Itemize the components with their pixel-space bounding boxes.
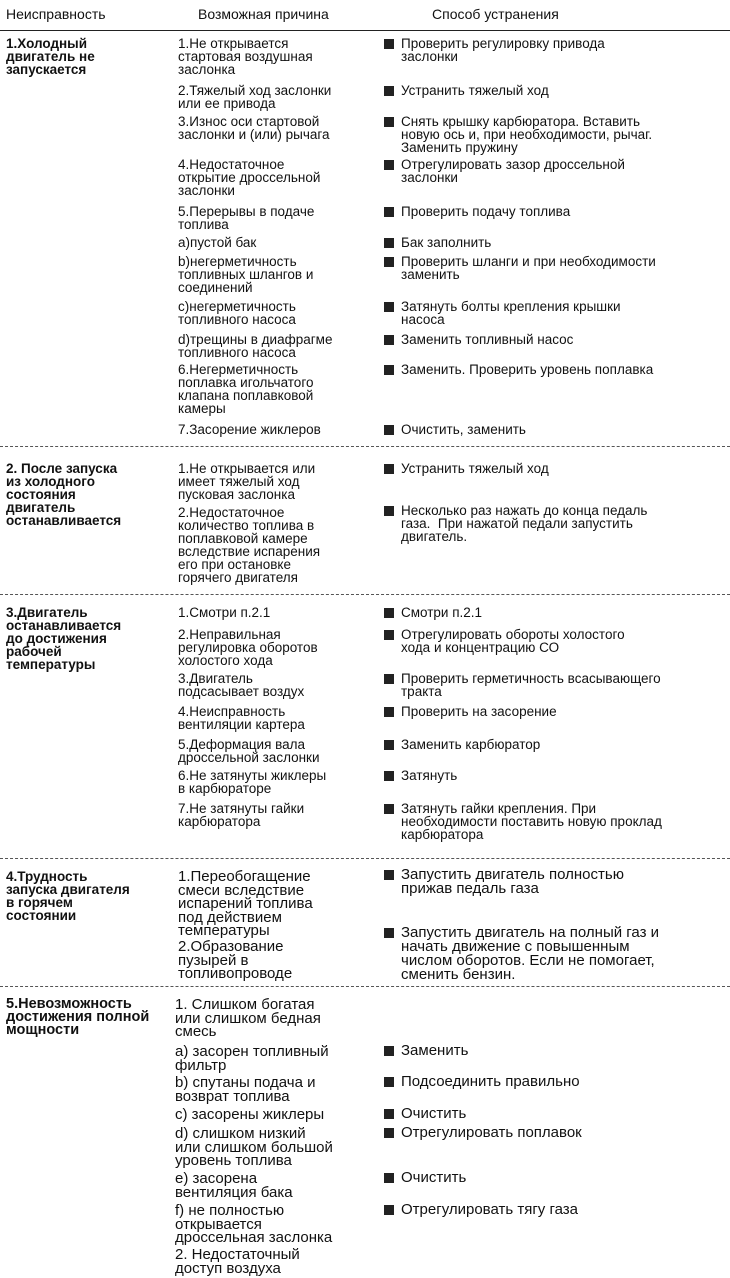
cause-3-1: 1.Смотри п.2.1 [178, 605, 271, 620]
cause-1-1: 1.Не открывается стартовая воздушная заслонка [178, 36, 313, 77]
fix-5-5: Отрегулировать поплавок [401, 1124, 582, 1141]
bullet-icon [384, 1128, 394, 1138]
cause-5-2: a) засорен топливный фильтр [175, 1043, 329, 1074]
bullet-icon [384, 257, 394, 267]
fix-1-5: Проверить подачу топлива [401, 204, 571, 219]
cause-1-2: 2.Тяжелый ход заслонки или ее привода [178, 83, 332, 111]
fault-2: 2. После запуска из холодного состояния двигатель останавливается [6, 461, 122, 528]
bullet-icon [384, 506, 394, 516]
section-divider [0, 858, 730, 859]
cause-1-3: 3.Износ оси стартовой заслонки и (или) рычага [178, 114, 330, 142]
fix-4-1: Запустить двигатель полностью прижав педаль газа [401, 866, 624, 897]
fix-3-1: Смотри п.2.1 [401, 605, 483, 620]
bullet-icon [384, 425, 394, 435]
section-divider [0, 446, 730, 447]
fix-1-1: Проверить регулировку привода заслонки [401, 36, 605, 64]
fix-1-9: Заменить топливный насос [401, 332, 574, 347]
fix-1-11: Очистить, заменить [401, 422, 526, 437]
fix-1-7: Проверить шланги и при необходимости заменить [401, 254, 656, 282]
cause-3-7: 7.Не затянуты гайки карбюратора [178, 801, 305, 829]
bullet-icon [384, 335, 394, 345]
cause-5-4: c) засорены жиклеры [175, 1106, 325, 1123]
fix-3-3: Проверить герметичность всасывающего тракта [401, 671, 661, 699]
section-divider [0, 986, 730, 987]
cause-3-2: 2.Неправильная регулировка оборотов холостого хода [178, 627, 318, 668]
bullet-icon [384, 740, 394, 750]
header-cause: Возможная причина [198, 6, 329, 22]
cause-4-1: 1.Переобогащение смеси вследствие испарений топлива под действием температуры [178, 868, 313, 939]
bullet-icon [384, 674, 394, 684]
bullet-icon [384, 870, 394, 880]
fix-3-2: Отрегулировать обороты холостого хода и концентрацию СО [401, 627, 625, 655]
bullet-icon [384, 160, 394, 170]
bullet-icon [384, 86, 394, 96]
fix-5-3: Подсоединить правильно [401, 1073, 580, 1090]
fault-3: 3.Двигатель останавливается до достижения рабочей температуры [6, 605, 122, 672]
fix-5-2: Заменить [401, 1042, 469, 1059]
bullet-icon [384, 117, 394, 127]
cause-1-7: b)негерметичность топливных шлангов и соединений [178, 254, 314, 295]
fix-1-6: Бак заполнить [401, 235, 492, 250]
cause-2-2: 2.Недостаточное количество топлива в поплавковой камере вследствие испарения его при остановке горячего двигателя [178, 505, 321, 585]
fix-1-2: Устранить тяжелый ход [401, 83, 549, 98]
cause-3-6: 6.Не затянуты жиклеры в карбюраторе [178, 768, 327, 796]
fix-3-7: Затянуть гайки крепления. При необходимости поставить новую проклад карбюратора [401, 801, 662, 842]
header-fault: Неисправность [6, 6, 106, 22]
fault-1: 1.Холодный двигатель не запускается [6, 36, 95, 77]
bullet-icon [384, 365, 394, 375]
cause-1-6: a)пустой бак [178, 235, 257, 250]
fix-3-6: Затянуть [401, 768, 458, 783]
bullet-icon [384, 207, 394, 217]
fault-5: 5.Невозможность достижения полной мощности [6, 996, 150, 1038]
cause-5-1: 1. Слишком богатая или слишком бедная смесь [175, 996, 321, 1040]
header-fix: Способ устранения [432, 6, 559, 22]
bullet-icon [384, 238, 394, 248]
fix-1-8: Затянуть болты крепления крышки насоса [401, 299, 621, 327]
bullet-icon [384, 771, 394, 781]
cause-2-1: 1.Не открывается или имеет тяжелый ход пусковая заслонка [178, 461, 316, 502]
bullet-icon [384, 1046, 394, 1056]
bullet-icon [384, 302, 394, 312]
cause-3-4: 4.Неисправность вентиляции картера [178, 704, 305, 732]
cause-1-10: 6.Негерметичность поплавка игольчатого клапана поплавковой камеры [178, 362, 314, 416]
fix-4-2: Запустить двигатель на полный газ и начать движение с повышенным числом оборотов. Если не помогает, сменить бензин. [401, 924, 660, 983]
cause-3-3: 3.Двигатель подсасывает воздух [178, 671, 305, 699]
bullet-icon [384, 1173, 394, 1183]
cause-5-7: f) не полностью открывается дроссельная заслонка [175, 1202, 333, 1246]
fix-1-10: Заменить. Проверить уровень поплавка [401, 362, 654, 377]
section-divider [0, 594, 730, 595]
cause-4-2: 2.Образование пузырей в топливопроводе [178, 938, 293, 982]
cause-5-3: b) спутаны подача и возврат топлива [175, 1074, 316, 1105]
bullet-icon [384, 39, 394, 49]
cause-1-11: 7.Засорение жиклеров [178, 422, 321, 437]
fix-3-4: Проверить на засорение [401, 704, 557, 719]
cause-3-5: 5.Деформация вала дроссельной заслонки [178, 737, 320, 765]
bullet-icon [384, 707, 394, 717]
fix-2-2: Несколько раз нажать до конца педаль газа. При нажатой педали запустить двигатель. [401, 503, 648, 544]
bullet-icon [384, 928, 394, 938]
bullet-icon [384, 804, 394, 814]
cause-1-8: c)негерметичность топливного насоса [178, 299, 296, 327]
bullet-icon [384, 1109, 394, 1119]
fix-5-7: Отрегулировать тягу газа [401, 1201, 579, 1218]
fix-1-3: Снять крышку карбюратора. Вставить новую ось и, при необходимости, рычаг. Заменить пружину [401, 114, 653, 155]
fix-5-6: Очистить [401, 1169, 467, 1186]
fix-3-5: Заменить карбюратор [401, 737, 541, 752]
bullet-icon [384, 464, 394, 474]
fix-2-1: Устранить тяжелый ход [401, 461, 549, 476]
fix-5-4: Очистить [401, 1105, 467, 1122]
bullet-icon [384, 630, 394, 640]
bullet-icon [384, 608, 394, 618]
cause-1-9: d)трещины в диафрагме топливного насоса [178, 332, 333, 360]
fix-1-4: Отрегулировать зазор дроссельной заслонки [401, 157, 625, 185]
cause-5-5: d) слишком низкий или слишком большой уровень топлива [175, 1125, 333, 1169]
bullet-icon [384, 1077, 394, 1087]
cause-1-4: 4.Недостаточное открытие дроссельной заслонки [178, 157, 321, 198]
cause-1-5: 5.Перерывы в подаче топлива [178, 204, 315, 232]
cause-5-6: e) засорена вентиляция бака [175, 1170, 293, 1201]
table-header [0, 0, 730, 31]
bullet-icon [384, 1205, 394, 1215]
cause-5-8: 2. Недостаточный доступ воздуха [175, 1246, 300, 1277]
fault-4: 4.Трудность запуска двигателя в горячем состоянии [6, 869, 130, 923]
